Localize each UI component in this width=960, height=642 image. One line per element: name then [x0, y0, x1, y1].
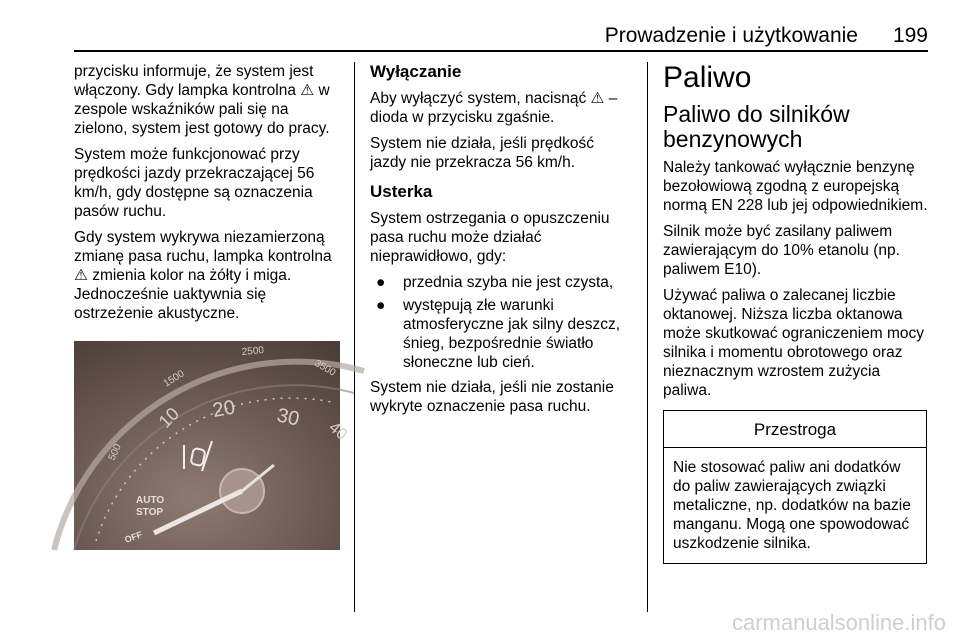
paragraph: Należy tankować wyłącznie benzynę bezołowiową zgodną z europejską normą EN 228 lub jej odpowiednikiem. — [663, 159, 928, 214]
section-heading: Wyłączanie — [370, 62, 462, 81]
watermark: carmanualsonline.info — [731, 610, 946, 635]
bullet-icon: ● — [376, 274, 386, 291]
page-number: 199 — [892, 24, 928, 47]
chapter-heading: Paliwo — [663, 61, 752, 94]
paragraph: System ostrzegania o opuszczeniu pasa ruchu może działać nieprawidłowo, gdy: — [370, 210, 610, 265]
paragraph: Gdy system wykrywa niezamierzoną zmianę pasa ruchu, lampka kontrolna ⚠ zmienia kolor na żółty i miga. Jednocześnie uaktywnia się ostrzeżenie akustyczne. — [74, 229, 332, 322]
stop-label: STOP — [136, 507, 164, 518]
dial-label: 2500 — [241, 345, 265, 358]
dial-label: 40 — [325, 419, 350, 444]
dial-label: 30 — [274, 404, 302, 431]
caution-title: Przestroga — [664, 411, 926, 448]
dial-label: 3500 — [312, 358, 338, 379]
paragraph: Silnik może być zasilany paliwem zawierającym do 10% etanolu (np. paliwem E10). — [663, 223, 900, 278]
paragraph: Używać paliwa o zalecanej liczbie oktanowej. Niższa liczba oktanowa może skutkować ograniczeniem mocy silnika i momentu obrotowego oraz nieznacznym wzrostem zużycia paliwa. — [663, 287, 925, 399]
paragraph: System nie działa, jeśli prędkość jazdy nie przekracza 56 km/h. — [370, 135, 594, 171]
page-header — [74, 22, 928, 50]
paragraph: Aby wyłączyć system, nacisnąć ⚠ – dioda w przycisku zgaśnie. — [370, 90, 618, 126]
dial-label: 1500 — [161, 368, 187, 390]
dial-label: 20 — [211, 396, 237, 422]
bullet-icon: ● — [376, 297, 386, 314]
header-rule — [74, 50, 928, 52]
column-3 — [663, 62, 928, 564]
bullet-list — [370, 273, 632, 372]
dial-label: 10 — [154, 403, 183, 432]
dial-label: 500 — [106, 442, 124, 463]
column-2 — [370, 62, 632, 423]
paragraph: System może funkcjonować przy prędkości jazdy przekraczającej 56 km/h, gdy dostępne są oznaczenia pasów ruchu. — [74, 146, 315, 220]
caution-text: Nie stosować paliw ani dodatków do paliw zawierających związki metaliczne, np. dodatków na bazie manganu. Mogą one spowodować uszkodzenie silnika. — [673, 459, 911, 552]
paragraph: System nie działa, jeśli nie zostanie wykryte oznaczenie pasa ruchu. — [370, 379, 614, 415]
off-label: OFF — [123, 529, 144, 545]
section-heading: Paliwo do silników benzynowych — [663, 101, 850, 152]
caution-box — [663, 410, 927, 564]
instrument-cluster-photo — [74, 341, 350, 550]
section-heading: Usterka — [370, 182, 433, 201]
column-divider-1 — [354, 62, 355, 612]
column-divider-2 — [647, 62, 648, 612]
column-1 — [74, 62, 350, 550]
auto-label: AUTO — [136, 495, 165, 506]
paragraph: przycisku informuje, że system jest włączony. Gdy lampka kontrolna ⚠ w zespole wskaźników pali się na zielono, system jest gotowy do pracy. — [74, 63, 330, 137]
list-item: ● występują złe warunki atmosferyczne jak silny deszcz, śnieg, bezpośrednie światło słoneczne lub cień. — [376, 297, 621, 371]
page-title: Prowadzenie i użytkowanie — [604, 24, 858, 47]
list-item: ● przednia szyba nie jest czysta, — [376, 274, 614, 291]
